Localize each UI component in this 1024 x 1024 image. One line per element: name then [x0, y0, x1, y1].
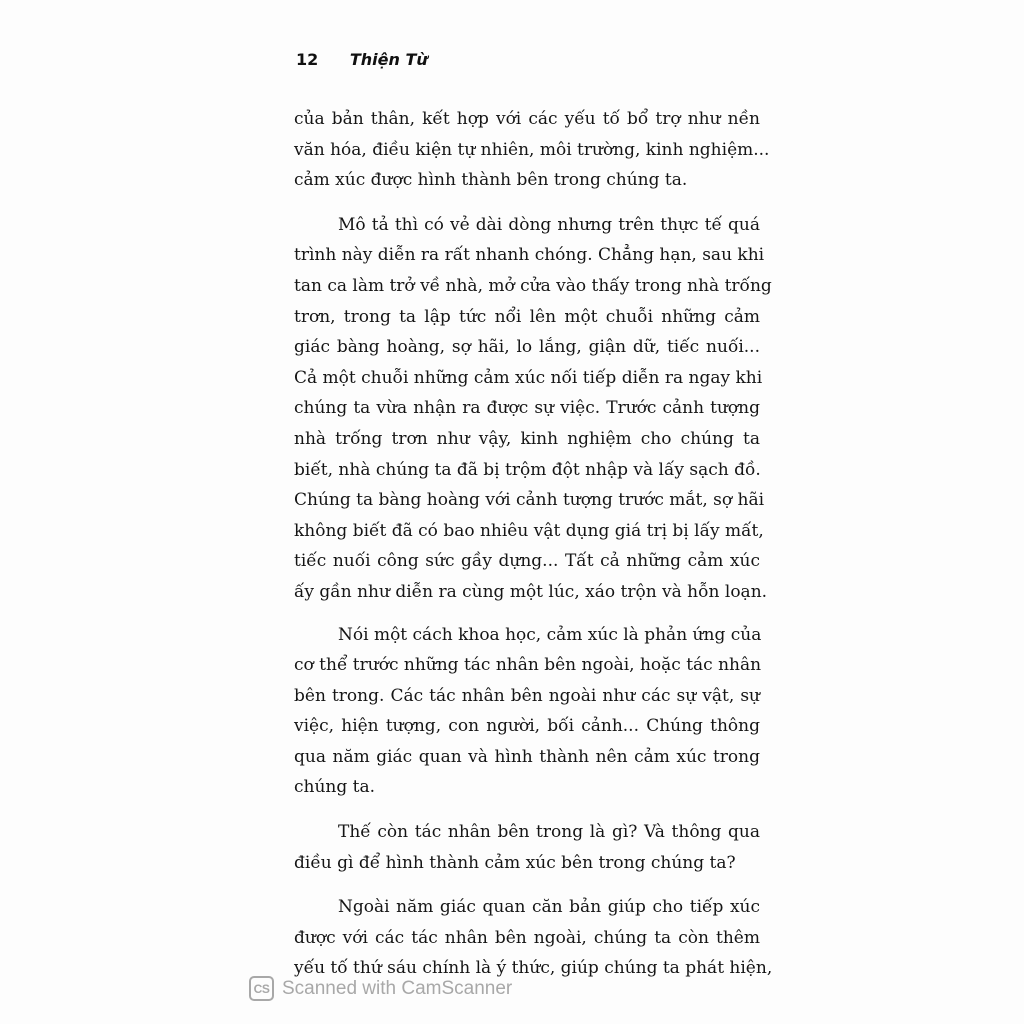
text-line: trơn, trong ta lập tức nổi lên một chuỗi những cảm	[294, 306, 760, 327]
text-line: điều gì để hình thành cảm xúc bên trong chúng ta?	[294, 852, 736, 873]
text-line: yếu tố thứ sáu chính là ý thức, giúp chúng ta phát hiện,	[294, 958, 773, 979]
text-line: tan ca làm trở về nhà, mở cửa vào thấy trong nhà trống	[294, 275, 772, 296]
text-line: Cả một chuỗi những cảm xúc nối tiếp diễn ra ngay khi	[294, 367, 763, 388]
paragraph	[294, 620, 760, 804]
text-line: Chúng ta bàng hoàng với cảnh tượng trước mắt, sợ hãi	[294, 490, 765, 511]
text-line: văn hóa, điều kiện tự nhiên, môi trường, kinh nghiệm...	[294, 139, 770, 160]
watermark-text: Scanned with CamScanner	[282, 977, 513, 999]
text-line: ấy gần như diễn ra cùng một lúc, xáo trộn và hỗn loạn.	[294, 581, 768, 602]
text-line: không biết đã có bao nhiêu vật dụng giá trị bị lấy mất,	[294, 520, 764, 541]
text-line: chúng ta.	[294, 777, 376, 798]
text-line: chúng ta vừa nhận ra được sự việc. Trước cảnh tượng	[294, 398, 760, 419]
paragraph	[294, 104, 770, 196]
text-line: trình này diễn ra rất nhanh chóng. Chẳng hạn, sau khi	[294, 245, 765, 266]
text-line: bên trong. Các tác nhân bên ngoài như các sự vật, sự	[294, 685, 760, 706]
body-text	[294, 104, 773, 984]
text-line: của bản thân, kết hợp với các yếu tố bổ trợ như nền	[294, 109, 760, 129]
text-line: Nói một cách khoa học, cảm xúc là phản ứng của	[338, 624, 762, 645]
paragraph	[294, 210, 772, 608]
text-line: Ngoài năm giác quan căn bản giúp cho tiếp xúc	[338, 897, 760, 918]
text-line: tiếc nuối công sức gầy dựng... Tất cả những cảm xúc	[294, 551, 760, 572]
text-line: Thế còn tác nhân bên trong là gì? Và thông qua	[338, 822, 760, 843]
running-title: Thiện Từ	[349, 50, 428, 69]
camscanner-watermark	[249, 976, 512, 1001]
page-header	[296, 50, 428, 69]
page-number: 12	[296, 50, 319, 69]
paragraph	[294, 817, 760, 878]
text-line: nhà trống trơn như vậy, kinh nghiệm cho chúng ta	[294, 428, 760, 449]
paragraph	[294, 892, 773, 984]
text-line: biết, nhà chúng ta đã bị trộm đột nhập và lấy sạch đồ.	[294, 459, 761, 480]
text-line: Mô tả thì có vẻ dài dòng nhưng trên thực tế quá	[338, 214, 760, 235]
text-line: được với các tác nhân bên ngoài, chúng ta còn thêm	[294, 927, 760, 948]
text-line: việc, hiện tượng, con người, bối cảnh... Chúng thông	[294, 716, 760, 737]
text-line: giác bàng hoàng, sợ hãi, lo lắng, giận dữ, tiếc nuối...	[294, 337, 760, 358]
text-line: qua năm giác quan và hình thành nên cảm xúc trong	[294, 746, 760, 767]
camscanner-logo-icon: CS	[249, 976, 274, 1001]
text-line: cơ thể trước những tác nhân bên ngoài, hoặc tác nhân	[294, 655, 762, 676]
text-line: cảm xúc được hình thành bên trong chúng ta.	[294, 170, 688, 191]
